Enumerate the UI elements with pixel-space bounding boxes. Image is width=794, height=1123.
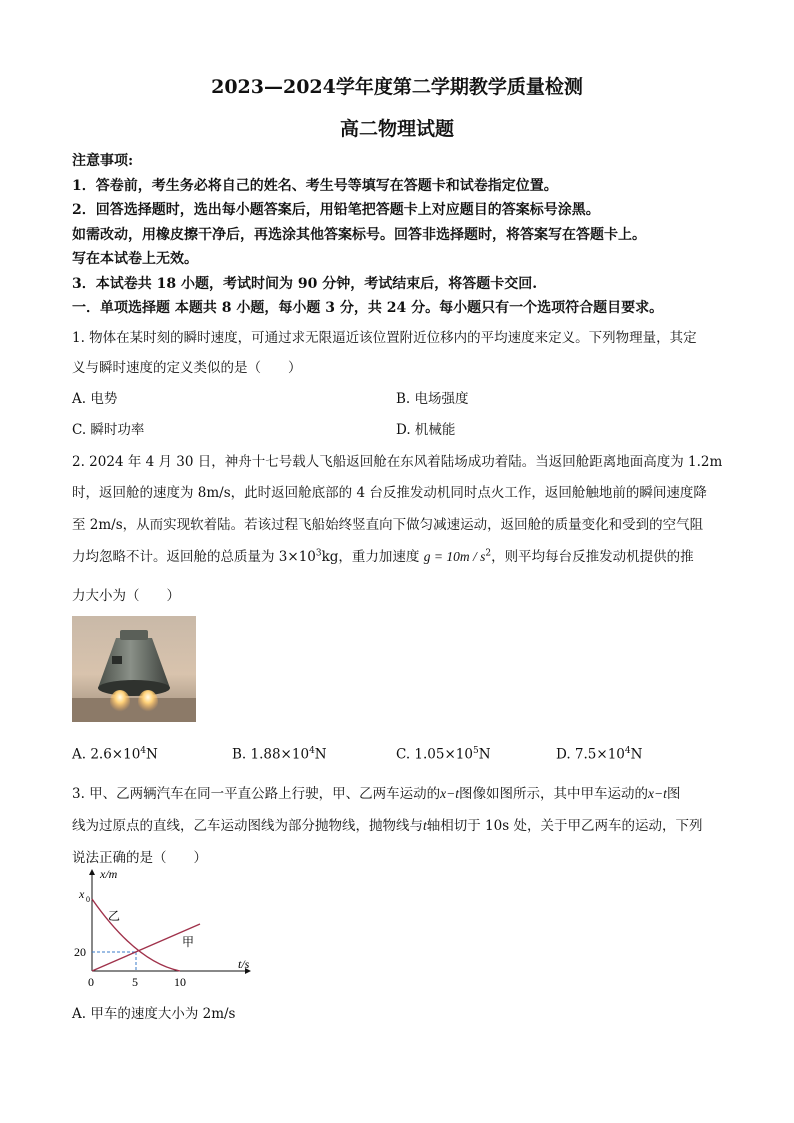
notice-item-2-end: 写在本试卷上无效。 [72,251,198,267]
y-axis-label: x/m [100,867,118,881]
notice-item-3: 3．本试卷共 18 小题，考试时间为 90 分钟，考试结束后，将答题卡交回. [72,276,538,292]
section-heading: 一．单项选择题 本题共 8 小题，每小题 3 分，共 24 分。每小题只有一个选项符合题目要求。 [72,300,664,316]
q2-option-c [396,746,491,763]
q2-stem-line4 [72,545,694,565]
q2-line4-part3: ，则平均每台反推发动机提供的推 [491,549,694,565]
exam-title: 2023—2024学年度第二学期教学质量检测 [211,76,583,98]
jia-label: 甲 [182,935,195,949]
q2-option-c-base: C. 1.05×10 [396,746,473,763]
q2-stem-line2: 时，返回舱的速度为 8m/s，此时返回舱底部的 4 台反推发动机同时点火工作，返回舱触地前的瞬间速度降 [72,485,707,501]
q2-stem-line3: 至 2m/s，从而实现软着陆。若该过程飞船始终竖直向下做匀减速运动，返回舱的质量变化和受到的空气阻 [72,517,704,533]
yi-label: 乙 [108,909,121,923]
q2-option-c-unit: N [478,746,491,763]
q1-option-d: D. 机械能 [396,422,456,438]
x0-label: x [79,887,85,901]
q1-option-c: C. 瞬时功率 [72,422,145,438]
q2-line4-part2: kg，重力加速度 [321,549,424,565]
x-tick-5: 5 [132,975,138,989]
q3-line1-part1: 3. 甲、乙两辆汽车在同一平直公路上行驶，甲、乙两车运动的 [72,786,441,802]
q2-stem-line5: 力大小为（ ） [72,588,180,604]
q2-gravity-formula: g = 10m / s [423,549,486,564]
q2-option-a-unit: N [146,746,158,763]
q2-option-b-base: B. 1.88×10 [232,746,310,763]
x-tick-10: 10 [174,975,186,989]
q1-stem-line1: 1. 物体在某时刻的瞬时速度，可通过求无限逼近该位置附近位移内的平均速度来定义。下列物理量，其定 [72,330,697,346]
notice-item-2: 2．回答选择题时，选出每小题答案后，用铅笔把答题卡上对应题目的答案标号涂黑。 [72,202,600,218]
yi-curve [92,899,180,971]
notice-item-2-continued: 如需改动，用橡皮擦干净后，再选涂其他答案标号。回答非选择题时，将答案写在答题卡上。 [72,227,646,243]
q2-line4-part1: 力均忽略不计。返回舱的总质量为 3×10 [72,549,316,565]
q2-gravity-exponent: 2 [485,548,492,559]
q3-stem-line3: 说法正确的是（ ） [72,850,207,866]
q1-option-b: B. 电场强度 [396,391,469,407]
q1-option-a: A. 电势 [72,391,118,407]
q3-xt-symbol-2: x−t [648,786,667,801]
q2-option-b-exponent: 4 [309,746,315,756]
capsule-landing-photo [72,616,196,722]
q2-option-a-base: A. 2.6×10 [72,746,141,763]
q2-option-b-unit: N [314,746,327,763]
exam-subtitle: 高二物理试题 [339,118,454,140]
x-axis-label: t/s [238,957,250,971]
q2-option-d [556,746,642,763]
q2-option-d-base: D. 7.5×10 [556,746,625,763]
q2-stem-line1: 2. 2024 年 4 月 30 日，神舟十七号载人飞船返回舱在东风着陆场成功着陆。当返回舱距离地面高度为 1.2m [72,454,723,470]
q2-option-d-unit: N [630,746,643,763]
notice-item-1: 1．答卷前，考生务必将自己的姓名、考生号等填写在答题卡和试卷指定位置。 [72,178,558,194]
q2-option-a [72,746,158,763]
q3-line2-part1: 线为过原点的直线，乙车运动图线为部分抛物线，抛物线与 [72,818,423,834]
q2-option-b [232,746,327,763]
q2-option-d-exponent: 4 [624,746,631,756]
xt-graph [70,864,260,994]
q1-stem-line2: 义与瞬时速度的定义类似的是（ ） [72,360,302,376]
q2-option-a-exponent: 4 [140,746,147,756]
q3-line2-part2: 轴相切于 10s 处，关于甲乙两车的运动，下列 [426,818,703,834]
q3-option-a: A. 甲车的速度大小为 2m/s [72,1006,236,1022]
q2-mass-exponent: 3 [315,548,322,559]
q3-stem-line1 [72,782,680,802]
x-tick-0: 0 [88,975,94,989]
y-tick-20: 20 [74,945,86,959]
q2-option-c-exponent: 5 [472,746,479,756]
q3-xt-symbol-1: x−t [440,786,460,801]
q3-stem-line2 [72,814,702,834]
q3-line1-part2: 图像如图所示，其中甲车运动的 [459,786,649,802]
notice-heading: 注意事项: [72,153,134,169]
q3-line1-part3: 图 [666,786,681,802]
q3-t-symbol: t [423,818,427,833]
x0-subscript: 0 [86,895,90,904]
